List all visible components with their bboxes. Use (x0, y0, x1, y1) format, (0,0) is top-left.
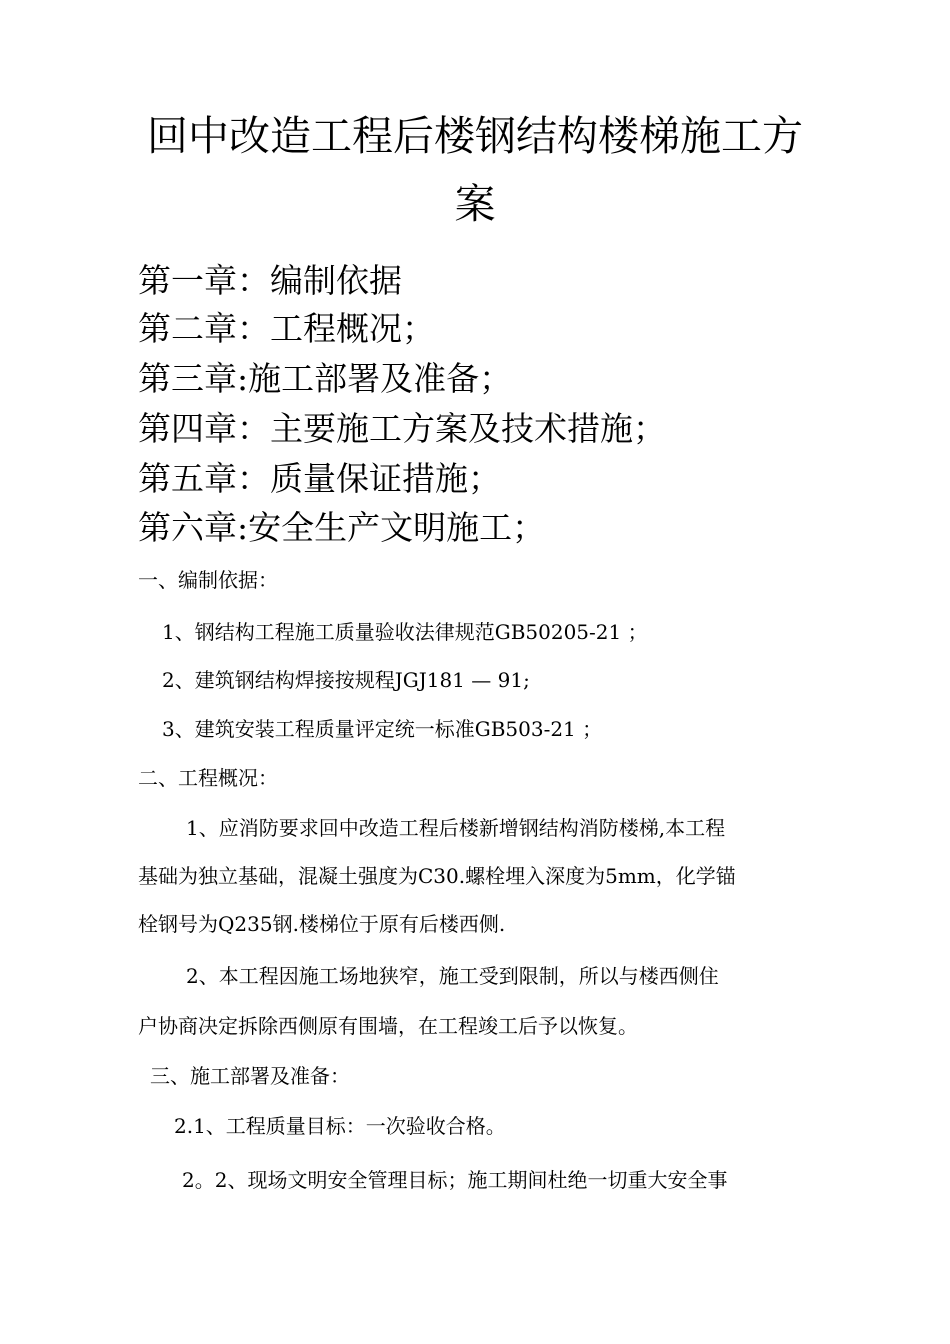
toc-chapter-3: 第三章:施工部署及准备； (138, 359, 513, 398)
toc-chapter-1: 第一章：编制依据 (138, 261, 402, 300)
basis-item-3: 3、建筑安装工程质量评定统一标准GB503-21 ； (162, 717, 603, 741)
toc-chapter-5: 第五章：质量保证措施； (138, 459, 501, 498)
overview-paragraph-1-line-1: 1、应消防要求回中改造工程后楼新增钢结构消防楼梯,本工程 (186, 816, 726, 840)
overview-paragraph-1-line-2: 基础为独立基础，混凝土强度为C30.螺栓埋入深度为5mm，化学锚 (138, 864, 736, 888)
section-heading-overview: 二、工程概况： (138, 766, 278, 790)
document-title-line-1: 回中改造工程后楼钢结构楼梯施工方 (147, 112, 803, 160)
section-heading-deployment: 三、施工部署及准备： (150, 1064, 350, 1088)
overview-paragraph-2-line-1: 2、本工程因施工场地狭窄，施工受到限制，所以与楼西侧住 (186, 964, 719, 988)
section-heading-basis: 一、编制依据： (138, 568, 278, 592)
toc-chapter-6: 第六章:安全生产文明施工； (138, 508, 546, 547)
basis-item-1: 1、钢结构工程施工质量验收法律规范GB50205-21 ； (162, 620, 648, 644)
basis-item-2: 2、建筑钢结构焊接按规程JGJ181 — 91; (162, 668, 530, 692)
overview-paragraph-2-line-2: 户协商决定拆除西侧原有围墙，在工程竣工后予以恢复。 (138, 1014, 638, 1038)
document-title-line-2: 案 (454, 180, 496, 228)
toc-chapter-4: 第四章：主要施工方案及技术措施； (138, 409, 666, 448)
deployment-item-2-2: 2。2、现场文明安全管理目标；施工期间杜绝一切重大安全事 (182, 1168, 728, 1192)
deployment-item-2-1: 2.1、工程质量目标：一次验收合格。 (174, 1114, 506, 1138)
overview-paragraph-1-line-3: 栓钢号为Q235钢.楼梯位于原有后楼西侧. (138, 912, 506, 936)
toc-chapter-2: 第二章：工程概况； (138, 309, 435, 348)
